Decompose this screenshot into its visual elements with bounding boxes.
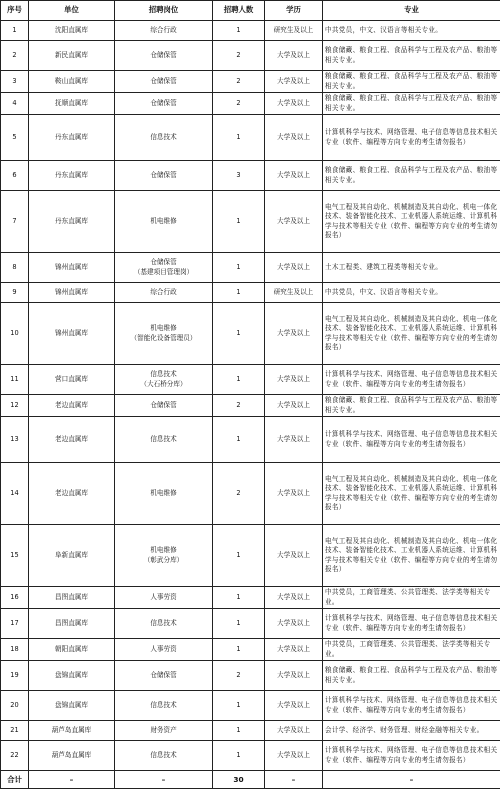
education-cell: 大学及以上 xyxy=(265,463,323,525)
total-post: – xyxy=(115,771,213,789)
post-cell: 仓储保管 （基建项目管理岗） xyxy=(115,253,213,283)
post-cell: 仓储保管 xyxy=(115,93,213,115)
table-row xyxy=(1,463,500,525)
table-row xyxy=(1,283,500,303)
post-cell: 仓储保管 xyxy=(115,71,213,93)
count-cell: 1 xyxy=(213,253,265,283)
major-cell: 粮食储藏、粮食工程、食品科学与工程及农产品、粮油等相关专业。 xyxy=(323,661,500,691)
education-cell: 大学及以上 xyxy=(265,161,323,191)
count-cell: 2 xyxy=(213,463,265,525)
unit-cell: 昌图直属库 xyxy=(29,609,115,639)
header-no: 序号 xyxy=(1,1,29,21)
unit-cell: 营口直属库 xyxy=(29,365,115,395)
unit-cell: 新民直属库 xyxy=(29,41,115,71)
table-row xyxy=(1,115,500,161)
total-education: – xyxy=(265,771,323,789)
table-row xyxy=(1,639,500,661)
header-education: 学历 xyxy=(265,1,323,21)
major-cell: 中共党员，工商管理类、公共管理类、法学类等相关专业。 xyxy=(323,587,500,609)
unit-cell: 老边直属库 xyxy=(29,395,115,417)
total-count: 30 xyxy=(213,771,265,789)
table-row xyxy=(1,417,500,463)
post-cell: 信息技术 xyxy=(115,609,213,639)
table-row xyxy=(1,161,500,191)
post-cell: 仓储保管 xyxy=(115,161,213,191)
table-row xyxy=(1,21,500,41)
table-row xyxy=(1,609,500,639)
unit-cell: 鞍山直属库 xyxy=(29,71,115,93)
unit-cell: 丹东直属库 xyxy=(29,161,115,191)
major-cell: 计算机科学与技术、网络管理、电子信息等信息技术相关专业（软件、编程等方向专业的考生请勿报名） xyxy=(323,115,500,161)
post-cell: 信息技术 xyxy=(115,741,213,771)
row-number: 21 xyxy=(1,721,29,741)
row-number: 11 xyxy=(1,365,29,395)
unit-cell: 葫芦岛直属库 xyxy=(29,721,115,741)
unit-cell: 丹东直属库 xyxy=(29,191,115,253)
post-cell: 机电维修 （智能化设备管理员） xyxy=(115,303,213,365)
table-row xyxy=(1,93,500,115)
major-cell: 计算机科学与技术、网络管理、电子信息等信息技术相关专业（软件、编程等方向专业的考生请勿报名） xyxy=(323,691,500,721)
unit-cell: 抚顺直属库 xyxy=(29,93,115,115)
major-cell: 计算机科学与技术、网络管理、电子信息等信息技术相关专业（软件、编程等方向专业的考生请勿报名） xyxy=(323,609,500,639)
post-cell: 仓储保管 xyxy=(115,41,213,71)
row-number: 17 xyxy=(1,609,29,639)
table-row xyxy=(1,741,500,771)
unit-cell: 葫芦岛直属库 xyxy=(29,741,115,771)
major-cell: 粮食储藏、粮食工程、食品科学与工程及农产品、粮油等相关专业。 xyxy=(323,395,500,417)
major-cell: 粮食储藏、粮食工程、食品科学与工程及农产品、粮油等相关专业。 xyxy=(323,161,500,191)
row-number: 6 xyxy=(1,161,29,191)
row-number: 12 xyxy=(1,395,29,417)
row-number: 15 xyxy=(1,525,29,587)
unit-cell: 锦州直属库 xyxy=(29,303,115,365)
count-cell: 1 xyxy=(213,21,265,41)
unit-cell: 丹东直属库 xyxy=(29,115,115,161)
post-cell: 仓储保管 xyxy=(115,661,213,691)
row-number: 20 xyxy=(1,691,29,721)
table-row xyxy=(1,525,500,587)
table-row xyxy=(1,71,500,93)
education-cell: 大学及以上 xyxy=(265,93,323,115)
unit-cell: 盘锦直属库 xyxy=(29,661,115,691)
post-cell: 信息技术 （大石桥分库） xyxy=(115,365,213,395)
count-cell: 1 xyxy=(213,587,265,609)
major-cell: 中共党员，工商管理类、公共管理类、法学类等相关专业。 xyxy=(323,639,500,661)
table-header-row xyxy=(1,1,500,21)
education-cell: 大学及以上 xyxy=(265,721,323,741)
count-cell: 3 xyxy=(213,161,265,191)
post-cell: 信息技术 xyxy=(115,417,213,463)
post-cell: 机电维修 （彰武分库） xyxy=(115,525,213,587)
education-cell: 大学及以上 xyxy=(265,741,323,771)
unit-cell: 沈阳直属库 xyxy=(29,21,115,41)
unit-cell: 阜新直属库 xyxy=(29,525,115,587)
major-cell: 粮食储藏、粮食工程、食品科学与工程及农产品、粮油等相关专业。 xyxy=(323,41,500,71)
count-cell: 2 xyxy=(213,71,265,93)
header-post: 招聘岗位 xyxy=(115,1,213,21)
major-cell: 粮食储藏、粮食工程、食品科学与工程及农产品、粮油等相关专业。 xyxy=(323,93,500,115)
major-cell: 粮食储藏、粮食工程、食品科学与工程及农产品、粮油等相关专业。 xyxy=(323,71,500,93)
count-cell: 1 xyxy=(213,609,265,639)
major-cell: 中共党员，中文、汉语言等相关专业。 xyxy=(323,283,500,303)
education-cell: 大学及以上 xyxy=(265,691,323,721)
unit-cell: 盘锦直属库 xyxy=(29,691,115,721)
major-cell: 计算机科学与技术、网络管理、电子信息等信息技术相关专业（软件、编程等方向专业的考生请勿报名） xyxy=(323,365,500,395)
unit-cell: 老边直属库 xyxy=(29,463,115,525)
education-cell: 大学及以上 xyxy=(265,639,323,661)
table-row xyxy=(1,365,500,395)
post-cell: 信息技术 xyxy=(115,115,213,161)
education-cell: 大学及以上 xyxy=(265,71,323,93)
table-row xyxy=(1,303,500,365)
total-major: – xyxy=(323,771,500,789)
education-cell: 大学及以上 xyxy=(265,609,323,639)
row-number: 16 xyxy=(1,587,29,609)
table-row xyxy=(1,395,500,417)
header-major: 专业 xyxy=(323,1,500,21)
post-cell: 人事劳资 xyxy=(115,639,213,661)
row-number: 3 xyxy=(1,71,29,93)
table-row xyxy=(1,41,500,71)
table-body xyxy=(1,21,500,789)
count-cell: 2 xyxy=(213,93,265,115)
unit-cell: 锦州直属库 xyxy=(29,253,115,283)
count-cell: 1 xyxy=(213,691,265,721)
education-cell: 研究生及以上 xyxy=(265,283,323,303)
post-cell: 综合行政 xyxy=(115,21,213,41)
row-number: 9 xyxy=(1,283,29,303)
count-cell: 1 xyxy=(213,525,265,587)
row-number: 2 xyxy=(1,41,29,71)
post-cell: 机电维修 xyxy=(115,463,213,525)
education-cell: 大学及以上 xyxy=(265,253,323,283)
table-row xyxy=(1,253,500,283)
post-cell: 综合行政 xyxy=(115,283,213,303)
count-cell: 1 xyxy=(213,191,265,253)
unit-cell: 朝阳直属库 xyxy=(29,639,115,661)
education-cell: 大学及以上 xyxy=(265,661,323,691)
education-cell: 大学及以上 xyxy=(265,417,323,463)
row-number: 13 xyxy=(1,417,29,463)
major-cell: 电气工程及其自动化、机械制造及其自动化、机电一体化技术、装备智能化技术、工业机器人系统运维、计算机科学与技术等相关专业（软件、编程等方向专业的考生请勿报名） xyxy=(323,525,500,587)
post-cell: 信息技术 xyxy=(115,691,213,721)
table-row xyxy=(1,691,500,721)
post-cell: 机电维修 xyxy=(115,191,213,253)
education-cell: 大学及以上 xyxy=(265,525,323,587)
row-number: 7 xyxy=(1,191,29,253)
table-row xyxy=(1,721,500,741)
row-number: 4 xyxy=(1,93,29,115)
major-cell: 计算机科学与技术、网络管理、电子信息等信息技术相关专业（软件、编程等方向专业的考生请勿报名） xyxy=(323,741,500,771)
major-cell: 土木工程类、建筑工程类等相关专业。 xyxy=(323,253,500,283)
row-number: 8 xyxy=(1,253,29,283)
table-row xyxy=(1,661,500,691)
major-cell: 电气工程及其自动化、机械制造及其自动化、机电一体化技术、装备智能化技术、工业机器人系统运维、计算机科学与技术等相关专业（软件、编程等方向专业的考生请勿报名） xyxy=(323,463,500,525)
count-cell: 1 xyxy=(213,721,265,741)
education-cell: 大学及以上 xyxy=(265,395,323,417)
post-cell: 财务资产 xyxy=(115,721,213,741)
count-cell: 1 xyxy=(213,417,265,463)
total-row xyxy=(1,771,500,789)
total-unit: – xyxy=(29,771,115,789)
education-cell: 研究生及以上 xyxy=(265,21,323,41)
table-row xyxy=(1,587,500,609)
count-cell: 1 xyxy=(213,365,265,395)
row-number: 1 xyxy=(1,21,29,41)
count-cell: 1 xyxy=(213,283,265,303)
count-cell: 2 xyxy=(213,661,265,691)
education-cell: 大学及以上 xyxy=(265,365,323,395)
row-number: 18 xyxy=(1,639,29,661)
count-cell: 1 xyxy=(213,303,265,365)
major-cell: 计算机科学与技术、网络管理、电子信息等信息技术相关专业（软件、编程等方向专业的考生请勿报名） xyxy=(323,417,500,463)
count-cell: 2 xyxy=(213,41,265,71)
major-cell: 电气工程及其自动化、机械制造及其自动化、机电一体化技术、装备智能化技术、工业机器人系统运维、计算机科学与技术等相关专业（软件、编程等方向专业的考生请勿报名） xyxy=(323,303,500,365)
unit-cell: 老边直属库 xyxy=(29,417,115,463)
row-number: 10 xyxy=(1,303,29,365)
count-cell: 1 xyxy=(213,115,265,161)
major-cell: 中共党员，中文、汉语言等相关专业。 xyxy=(323,21,500,41)
unit-cell: 锦州直属库 xyxy=(29,283,115,303)
education-cell: 大学及以上 xyxy=(265,41,323,71)
education-cell: 大学及以上 xyxy=(265,303,323,365)
education-cell: 大学及以上 xyxy=(265,115,323,161)
row-number: 14 xyxy=(1,463,29,525)
table-row xyxy=(1,191,500,253)
post-cell: 仓储保管 xyxy=(115,395,213,417)
total-label: 合计 xyxy=(1,771,29,789)
header-unit: 单位 xyxy=(29,1,115,21)
row-number: 5 xyxy=(1,115,29,161)
count-cell: 1 xyxy=(213,639,265,661)
post-cell: 人事劳资 xyxy=(115,587,213,609)
header-count: 招聘人数 xyxy=(213,1,265,21)
count-cell: 1 xyxy=(213,741,265,771)
major-cell: 电气工程及其自动化、机械制造及其自动化、机电一体化技术、装备智能化技术、工业机器人系统运维、计算机科学与技术等相关专业（软件、编程等方向专业的考生请勿报名） xyxy=(323,191,500,253)
count-cell: 2 xyxy=(213,395,265,417)
education-cell: 大学及以上 xyxy=(265,587,323,609)
row-number: 22 xyxy=(1,741,29,771)
unit-cell: 昌图直属库 xyxy=(29,587,115,609)
education-cell: 大学及以上 xyxy=(265,191,323,253)
row-number: 19 xyxy=(1,661,29,691)
major-cell: 会计学、经济学、财务管理、财经金融等相关专业。 xyxy=(323,721,500,741)
